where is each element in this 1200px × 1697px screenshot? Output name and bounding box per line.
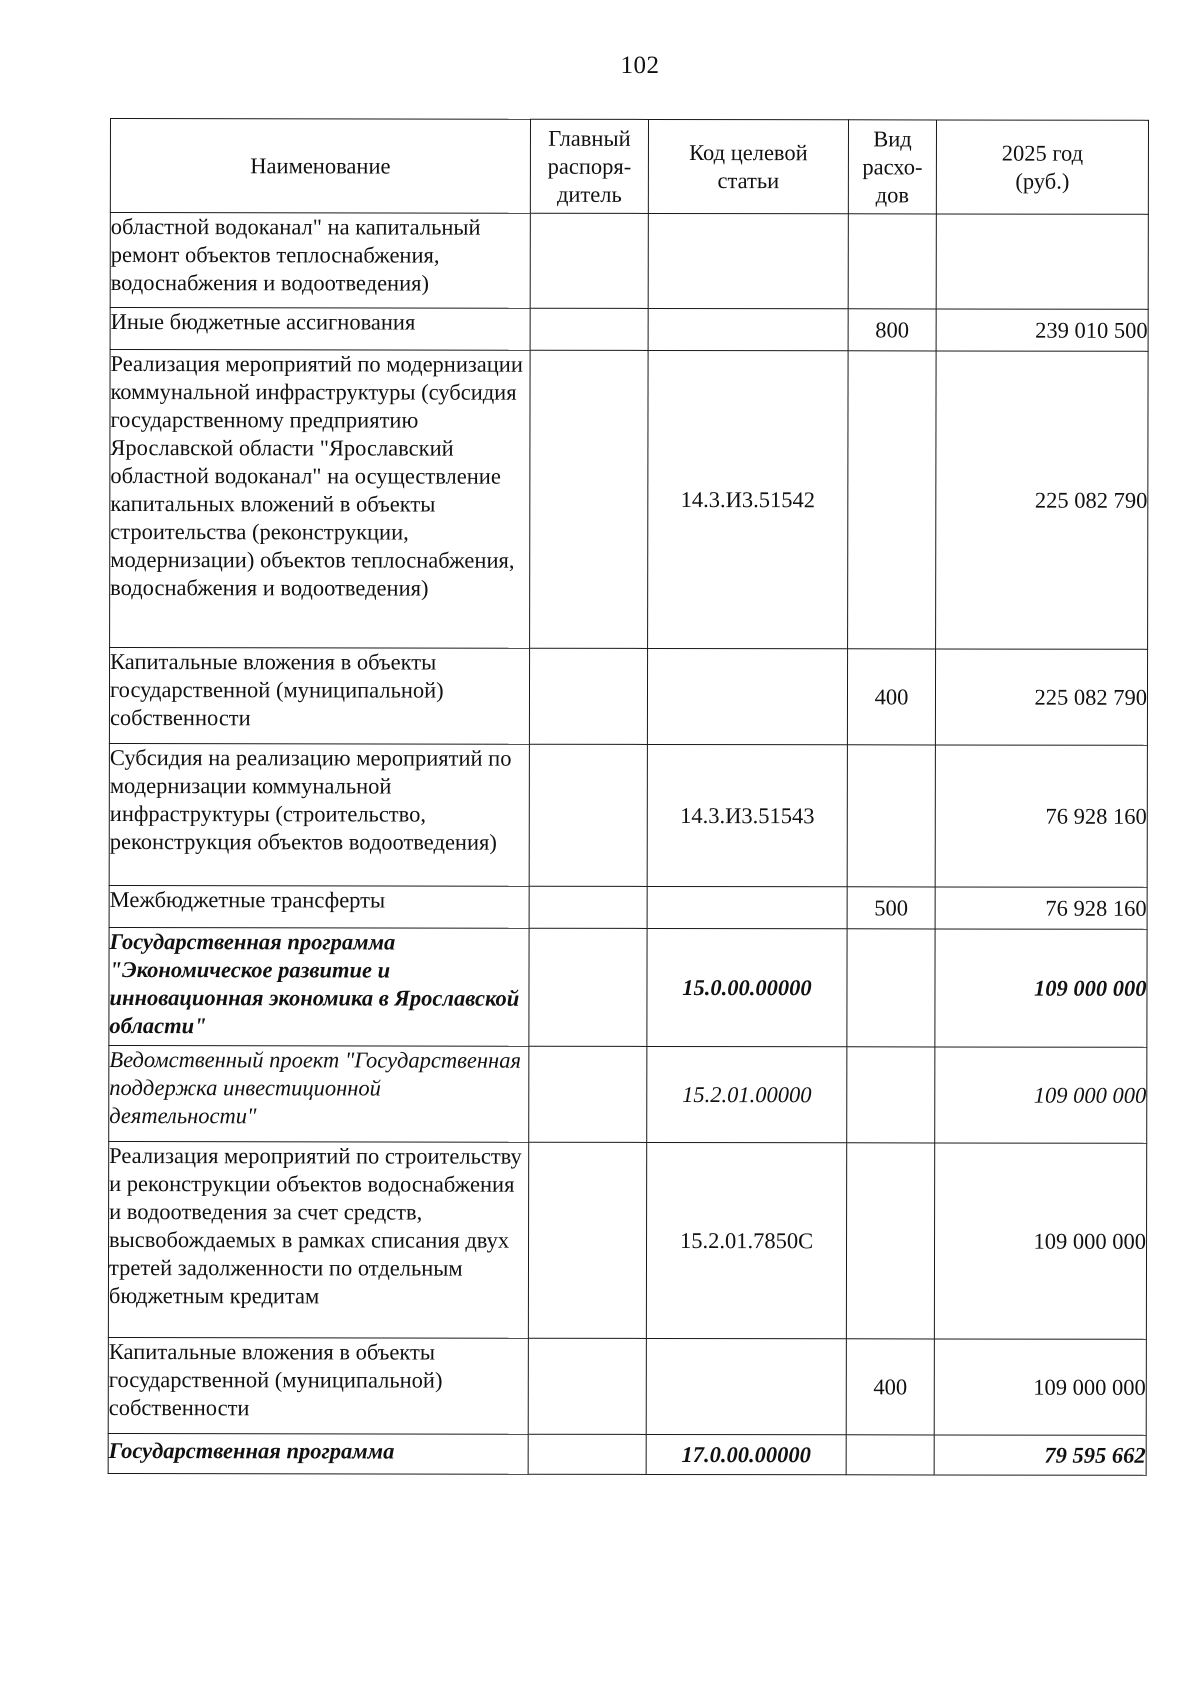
row-manager-cell [529,648,647,744]
row-code-cell: 15.2.01.7850С [646,1142,846,1338]
row-manager-cell [528,1434,646,1474]
header-name: Наименование [110,119,530,214]
page-number: 102 [620,52,660,79]
table-row [109,885,1147,929]
row-name-cell: Ведомственный проект "Государственная поддержка инвестиционной деятельности" [109,1045,529,1142]
row-type-cell: 800 [848,309,936,351]
row-manager-cell [528,1338,646,1434]
row-name-cell: Реализация мероприятий по модернизации коммунальной инфраструктуры (субсидия государственному предприятию Ярославской области "Ярославский областной водоканал" на осуществление капитальных вложений в объекты строительства (реконструкции, модернизации) объектов теплоснабжения, водоснабжения и водоотведения) [110,350,531,649]
row-name-cell: Реализация мероприятий по строительству и реконструкции объектов водоснабжения и водоотведения за счет средств, высвобождаемых в рамках списания двух третей задолженности по отдельным бюджетным кредитам [108,1141,528,1338]
row-code-cell: 15.0.00.00000 [647,928,847,1046]
row-manager-cell [529,886,647,928]
header-year-amount: 2025 год (руб.) [936,120,1148,214]
row-name-cell: Государственная программа [108,1433,528,1474]
row-code-cell [648,213,848,308]
row-name-cell: Межбюджетные трансферты [109,885,529,928]
table-row [109,927,1147,1047]
row-name-cell: Иные бюджетные ассигнования [110,308,530,351]
row-manager-cell [528,1142,646,1338]
row-type-cell: 500 [847,887,935,929]
row-manager-cell [529,744,647,886]
row-code-cell [646,1338,846,1434]
row-name-cell: Государственная программа "Экономическое развитие и инновационная экономика в Ярославской области" [109,927,529,1046]
header-expense-type: Вид расхо-дов [848,120,936,214]
row-type-cell: 400 [846,1339,934,1435]
table-row [108,1337,1146,1435]
row-amount-cell: 109 000 000 [934,1143,1146,1339]
row-amount-cell: 109 000 000 [935,929,1147,1047]
row-name-cell: Капитальные вложения в объекты государственной (муниципальной) собственности [109,648,529,745]
row-amount-cell: 76 928 160 [935,745,1147,887]
table-row [109,743,1147,887]
row-amount-cell: 109 000 000 [934,1339,1146,1435]
table-row [109,648,1147,746]
row-code-cell [647,648,847,744]
row-manager-cell [529,1046,647,1142]
row-type-cell [848,214,936,309]
row-manager-cell [530,308,648,350]
row-type-cell [846,1143,934,1339]
row-code-cell: 17.0.00.00000 [646,1434,846,1474]
row-name-cell: Субсидия на реализацию мероприятий по модернизации коммунальной инфраструктуры (строительство, реконструкция объектов водоотведения) [109,743,529,886]
table-header-row [110,119,1148,215]
budget-table [108,118,1149,1476]
row-amount-cell: 79 595 662 [934,1435,1146,1475]
table-row [109,1045,1147,1143]
row-amount-cell [936,214,1148,309]
row-amount-cell: 109 000 000 [935,1047,1147,1143]
row-manager-cell [530,213,648,308]
table-row [110,308,1148,352]
row-amount-cell: 225 082 790 [936,351,1149,649]
header-target-code: Код целевой статьи [648,119,848,213]
row-type-cell [847,1047,935,1143]
row-type-cell [846,1435,934,1475]
table-row [108,1141,1146,1339]
row-code-cell: 14.3.И3.51542 [648,350,849,648]
row-code-cell: 15.2.01.00000 [647,1046,847,1142]
row-type-cell [847,929,935,1047]
row-type-cell: 400 [847,649,935,745]
row-name-cell: областной водоканал" на капитальный ремонт объектов теплоснабжения, водоснабжения и водоотведения) [110,213,530,309]
row-amount-cell: 239 010 500 [936,309,1148,351]
row-type-cell [847,745,935,887]
row-manager-cell [530,350,649,648]
row-amount-cell: 76 928 160 [935,887,1147,929]
table-row [110,213,1148,310]
row-code-cell [648,308,848,350]
table-row [108,1433,1146,1475]
row-code-cell: 14.3.И3.51543 [647,744,847,886]
row-type-cell [848,351,937,649]
row-manager-cell [529,928,647,1046]
row-amount-cell: 225 082 790 [935,649,1147,745]
table-row [110,350,1149,650]
row-name-cell: Капитальные вложения в объекты государственной (муниципальной) собственности [108,1337,528,1434]
header-chief-manager: Главный распоря-дитель [530,119,648,213]
row-code-cell [647,886,847,928]
